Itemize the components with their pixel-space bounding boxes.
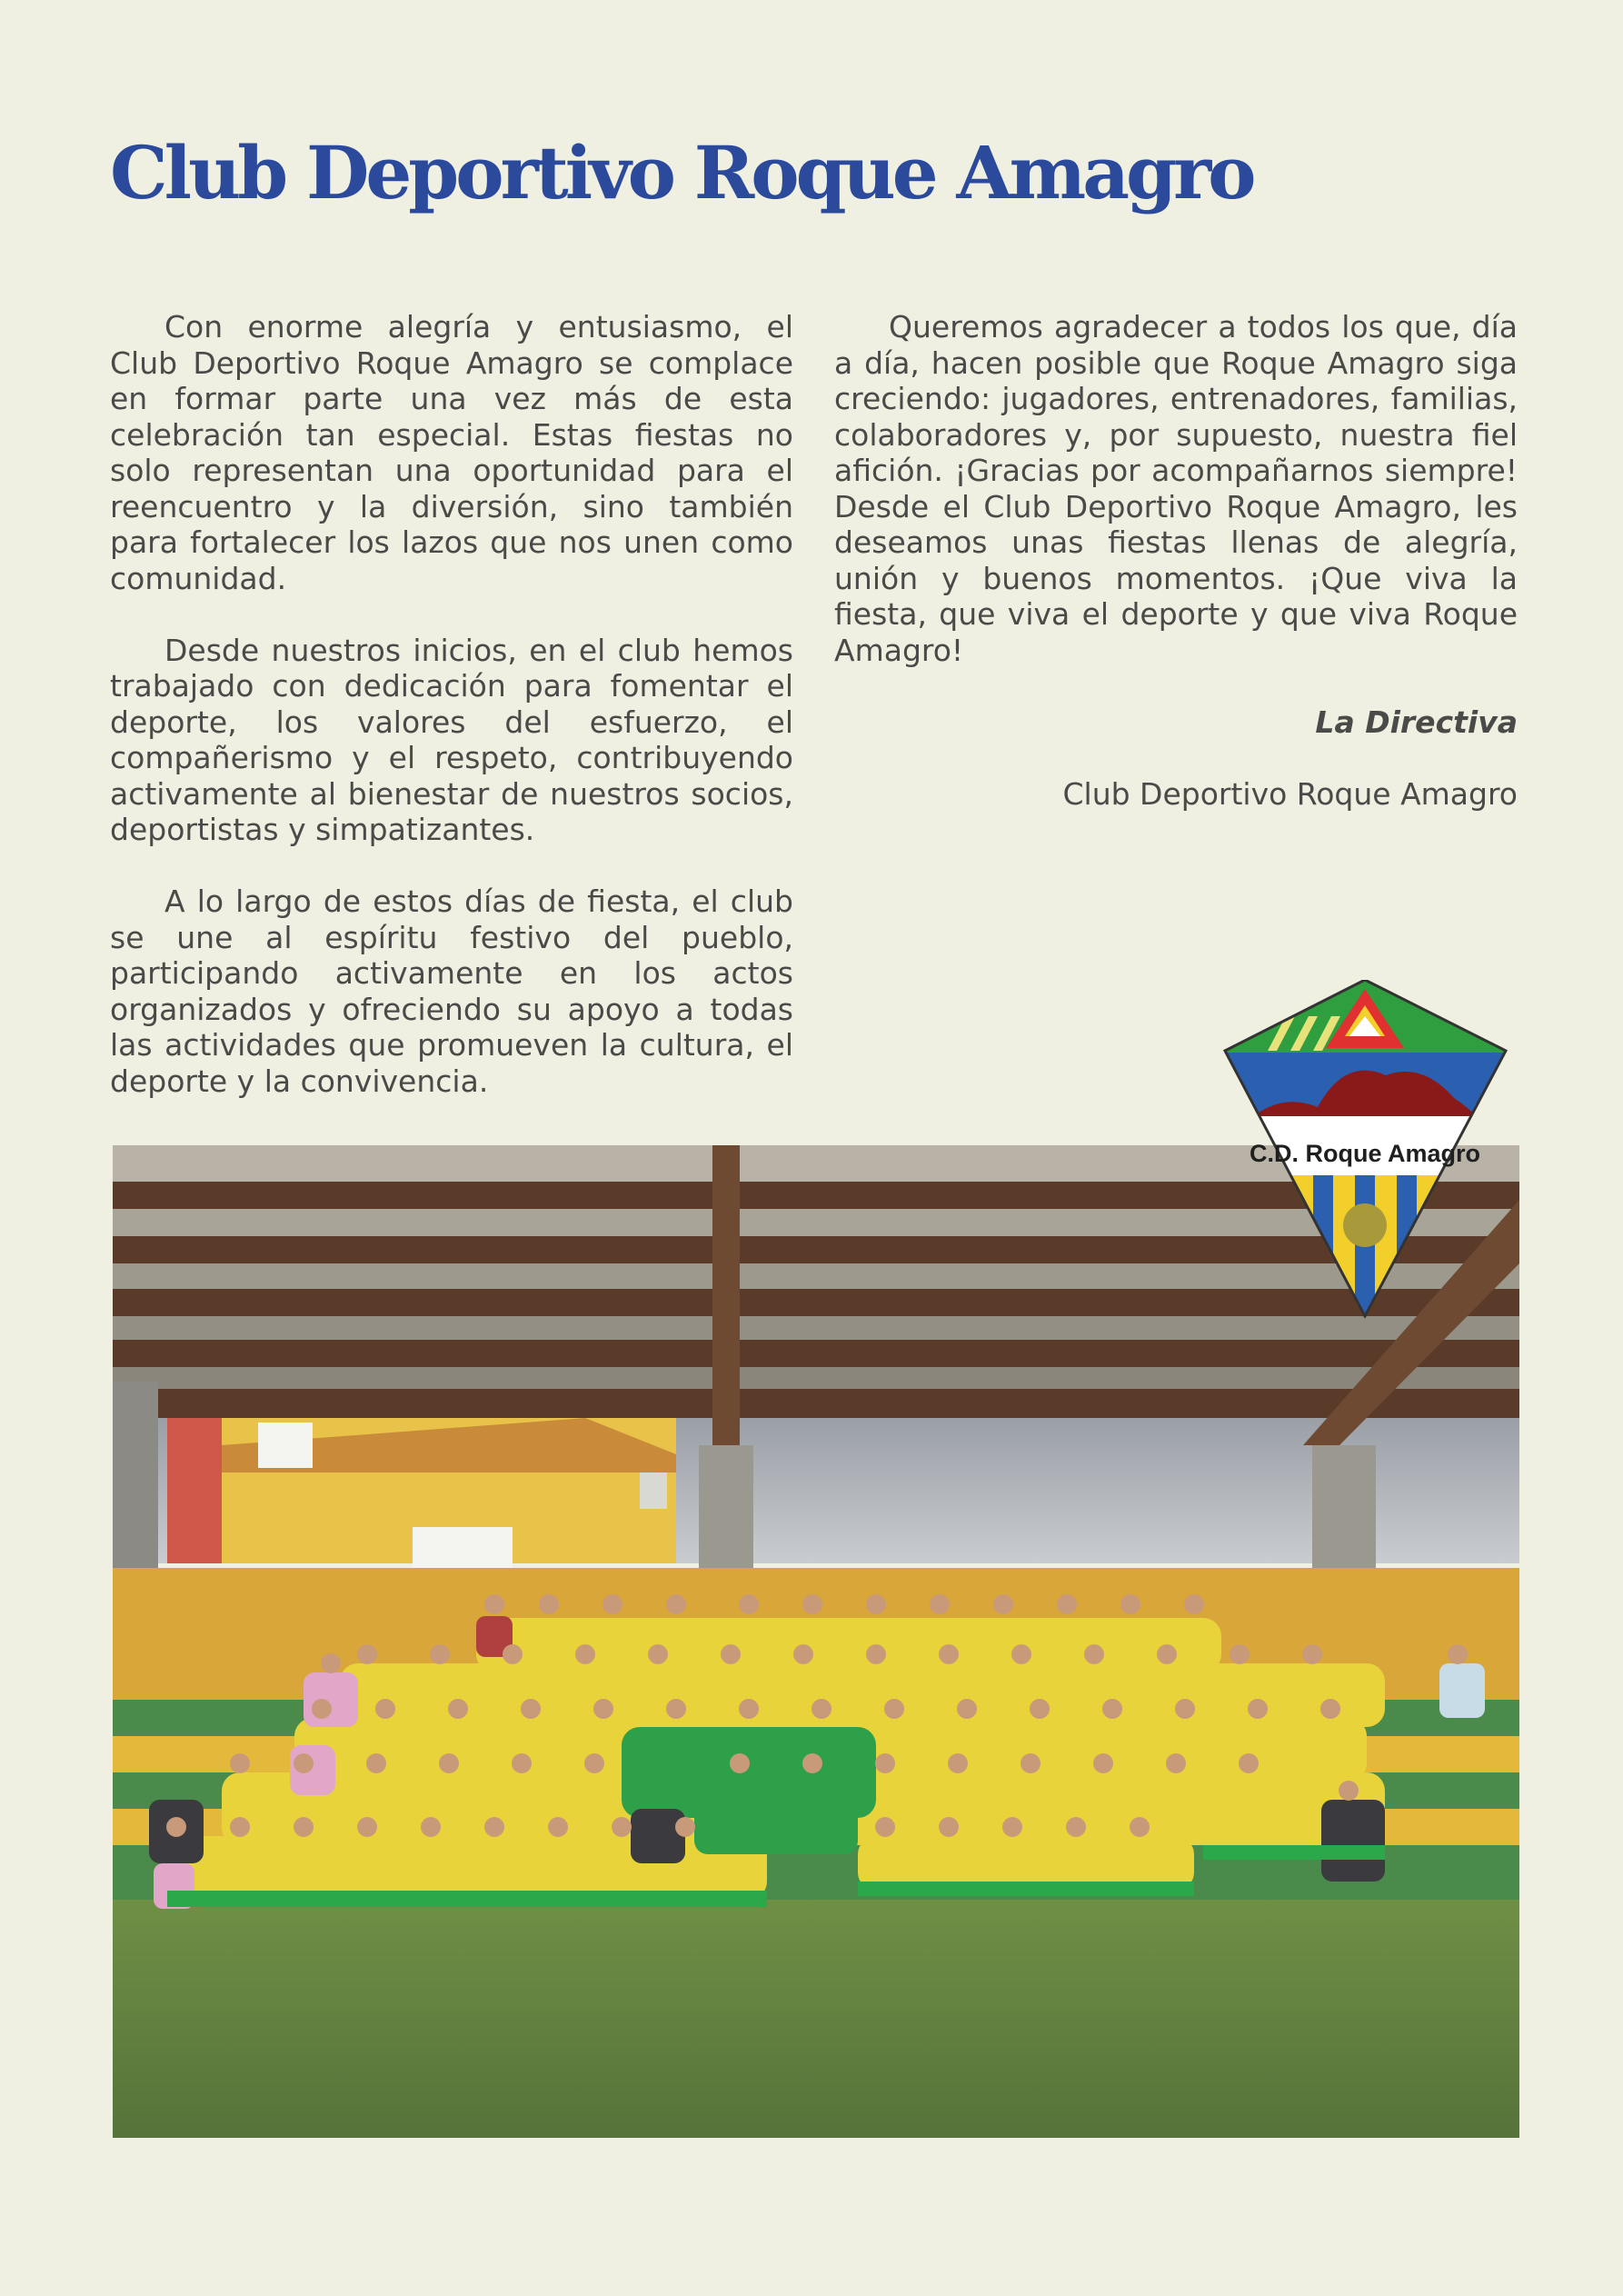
crest-label: C.D. Roque Amagro: [1249, 1140, 1481, 1167]
left-column: [110, 309, 793, 1135]
paragraph-history: Desde nuestros inicios, en el club hemos trabajado con dedicación para fomentar el deporte, los valores del esfuerzo, el compañerismo y el respeto, contribuyendo activamente al bienestar de nuestros socios, deportistas y simpatizantes.: [110, 632, 793, 847]
club-crest: [1218, 980, 1513, 1318]
paragraph-festivities: A lo largo de estos días de fiesta, el club se une al espíritu festivo del pueblo, participando activamente en los actos organizados y ofreciendo su apoyo a todas las actividades que promueven la cultura, el deporte y la convivencia.: [110, 883, 793, 1099]
page-title: Club Deportivo Roque Amagro: [110, 130, 1253, 215]
paragraph-thanks: Queremos agradecer a todos los que, día a día, hacen posible que Roque Amagro siga creciendo: jugadores, entrenadores, familias, colaboradores y, por supuesto, nuestra fiel afición. ¡Gracias por acompañarnos siempre! Desde el Club Deportivo Roque Amagro, les deseamos unas fiestas llenas de alegría, unión y buenos momentos. ¡Que viva la fiesta, que viva el deporte y que viva Roque Amagro!: [834, 309, 1518, 668]
right-column: [834, 309, 1518, 848]
signature-title: La Directiva: [1315, 704, 1518, 740]
signature-org: Club Deportivo Roque Amagro: [1062, 775, 1518, 812]
paragraph-intro: Con enorme alegría y entusiasmo, el Club Deportivo Roque Amagro se complace en formar parte una vez más de esta celebración tan especial. Estas fiestas no solo representan una oportunidad para el reencuentro y la diversión, sino también para fortalecer los lazos que nos unen como comunidad.: [110, 309, 793, 596]
